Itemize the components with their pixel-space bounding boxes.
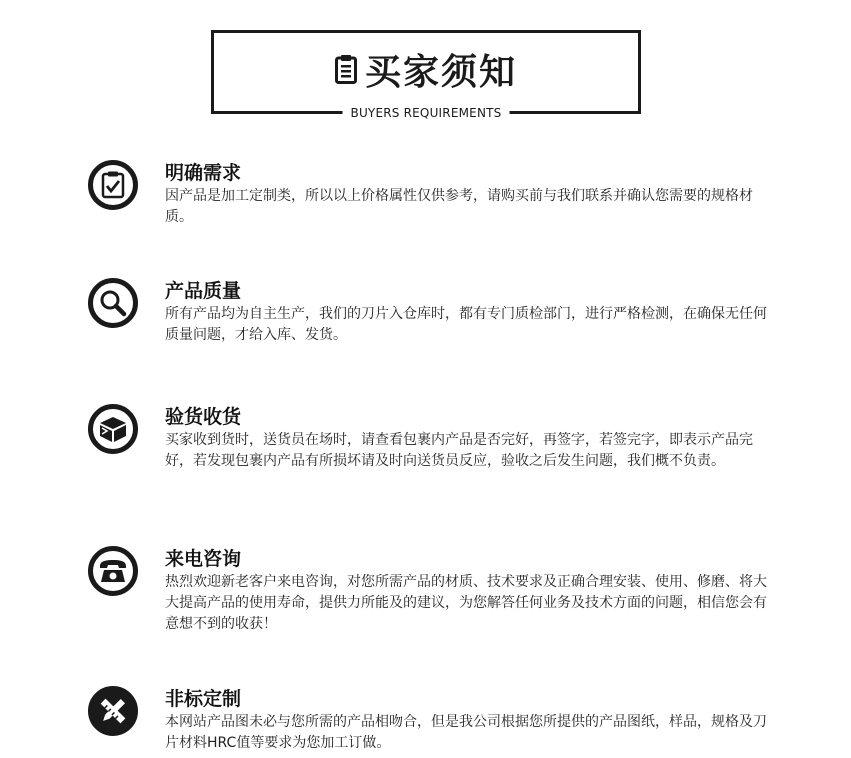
item-description: 因产品是加工定制类，所以以上价格属性仅供参考，请购买前与我们联系并确认您需要的规格材质。 <box>165 188 753 225</box>
icon-badge <box>88 404 138 454</box>
item-title: 明确需求 <box>165 162 242 184</box>
icon-badge <box>88 546 138 596</box>
item-description: 本网站产品图未必与您所需的产品相吻合，但是我公司根据您所提供的产品图纸，样品，规格及刀片材料HRC值等要求为您加工订做。 <box>165 714 767 751</box>
page-title: 买家须知 <box>364 51 517 93</box>
page-subtitle: BUYERS REQUIREMENTS <box>343 106 510 120</box>
pencil-ruler-icon <box>98 696 128 726</box>
icon-badge <box>88 160 138 210</box>
icon-badge <box>88 278 138 328</box>
item-description: 买家收到货时，送货员在场时，请查看包裹内产品是否完好，再签字，若签完字，即表示产品完好，若发现包裹内产品有所损坏请及时向送货员反应，验收之后发生问题，我们概不负责。 <box>165 432 753 469</box>
item-description: 所有产品均为自主生产，我们的刀片入仓库时，都有专门质检部门，进行严格检测，在确保无任何质量问题，才给入库、发货。 <box>165 306 767 343</box>
clipboard-check-icon <box>100 171 126 199</box>
magnifier-icon <box>99 289 127 317</box>
header-title-row <box>214 47 638 91</box>
item-description: 热烈欢迎新老客户来电咨询，对您所需产品的材质、技术要求及正确合理安装、使用、修磨、将大大提高产品的使用寿命，提供力所能及的建议，为您解答任何业务及技术方面的问题，相信您会有意想不到的收获！ <box>165 574 767 632</box>
item-title: 验货收货 <box>165 406 242 428</box>
clipboard-icon <box>335 54 357 84</box>
header-banner <box>211 30 641 120</box>
item-title: 非标定制 <box>165 688 242 710</box>
item-title: 来电咨询 <box>165 548 242 570</box>
telephone-icon <box>98 558 128 584</box>
item-title: 产品质量 <box>165 280 242 302</box>
icon-badge <box>88 686 138 736</box>
package-icon <box>98 415 128 443</box>
